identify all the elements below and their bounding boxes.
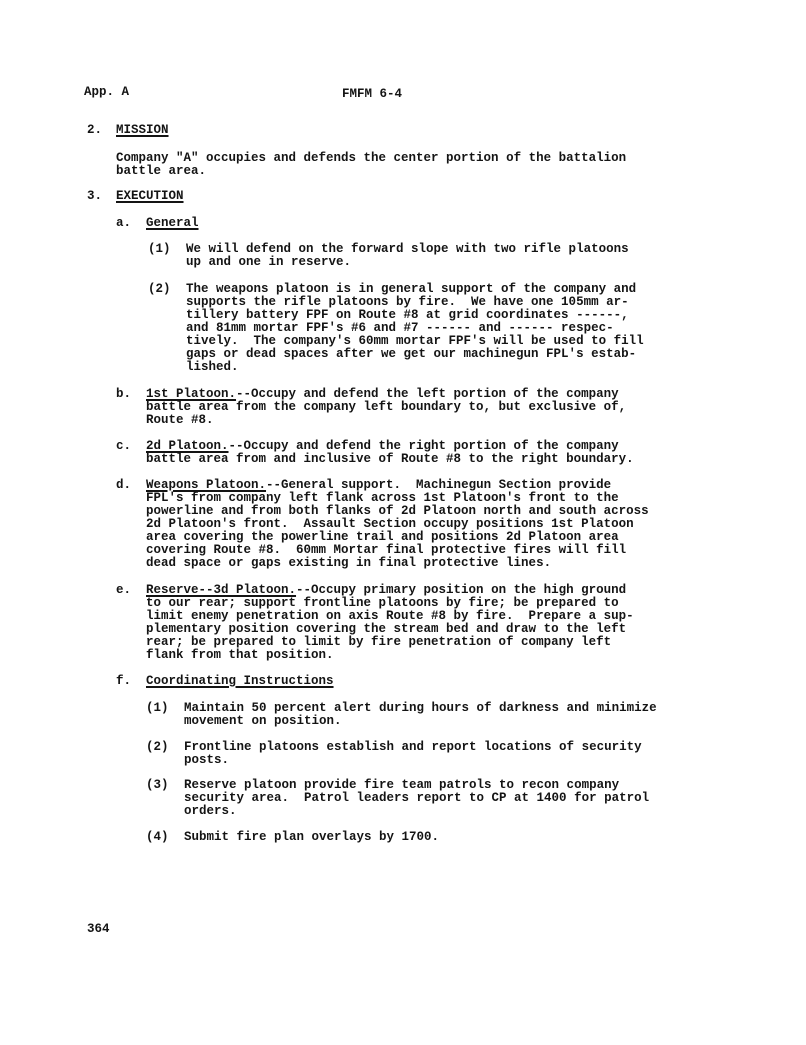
mission-number: 2. [87,123,103,137]
section-b-heading: 1st Platoon. [146,387,237,401]
item-line: up and one in reserve. [186,255,352,269]
section-d-line: FPL's from company left flank across 1st Platoon's front to the [146,491,619,505]
section-c-heading: 2d Platoon. [146,439,229,453]
section-d-line: 2d Platoon's front. Assault Section occupy positions 1st Platoon [146,517,634,531]
section-d-letter: d. [116,478,132,492]
section-e-line: plementary position covering the stream bed and draw to the left [146,622,627,636]
item-line: gaps or dead spaces after we get our machinegun FPL's estab- [186,347,637,361]
execution-heading: EXECUTION [116,189,184,203]
page-number: 364 [87,922,110,936]
item-line: posts. [184,753,230,767]
item-line: tillery battery FPF on Route #8 at grid coordinates ------, [186,308,629,322]
item-line: and 81mm mortar FPF's #6 and #7 ------ and ------ respec- [186,321,614,335]
section-e-heading: Reserve--3d Platoon. [146,583,297,597]
item-number: (2) [146,740,169,754]
section-a-heading: General [146,216,199,230]
item-line: supports the rifle platoons by fire. We have one 105mm ar- [186,295,629,309]
section-d-line: covering Route #8. 60mm Mortar final protective fires will fill [146,543,627,557]
section-f-letter: f. [116,674,132,688]
item-line: security area. Patrol leaders report to CP at 1400 for patrol [184,791,650,805]
mission-line: Company "A" occupies and defends the center portion of the battalion [116,151,627,165]
item-line: Maintain 50 percent alert during hours of darkness and minimize [184,701,657,715]
section-e-line1-rest: --Occupy primary position on the high ground [296,583,627,597]
section-c-line: battle area from and inclusive of Route #8 to the right boundary. [146,452,634,466]
item-line: tively. The company's 60mm mortar FPF's will be used to fill [186,334,644,348]
item-line: orders. [184,804,237,818]
section-c-line1-rest: --Occupy and defend the right portion of the company [228,439,619,453]
header-left: App. A [84,85,130,99]
section-c-letter: c. [116,439,132,453]
item-line: Submit fire plan overlays by 1700. [184,830,440,844]
section-b-line1-rest: --Occupy and defend the left portion of the company [236,387,619,401]
item-line: We will defend on the forward slope with two rifle platoons [186,242,629,256]
section-e-line: flank from that position. [146,648,334,662]
section-d-line1-rest: --General support. Machinegun Section provide [266,478,612,492]
execution-number: 3. [87,189,103,203]
item-line: lished. [186,360,239,374]
header-center: FMFM 6-4 [342,87,403,101]
section-b-letter: b. [116,387,132,401]
item-line: The weapons platoon is in general support of the company and [186,282,637,296]
item-number: (4) [146,830,169,844]
section-e-line: limit enemy penetration on axis Route #8 by fire. Prepare a sup- [146,609,634,623]
section-e-letter: e. [116,583,132,597]
item-line: Reserve platoon provide fire team patrols to recon company [184,778,620,792]
item-number: (1) [146,701,169,715]
item-number: (3) [146,778,169,792]
item-line: movement on position. [184,714,342,728]
item-number: (1) [148,242,171,256]
item-line: Frontline platoons establish and report locations of security [184,740,642,754]
mission-heading: MISSION [116,123,169,137]
section-e-line: rear; be prepared to limit by fire penetration of company left [146,635,612,649]
item-number: (2) [148,282,171,296]
section-d-line: area covering the powerline trail and positions 2d Platoon area [146,530,619,544]
section-f-heading: Coordinating Instructions [146,674,334,688]
section-b-line: Route #8. [146,413,214,427]
mission-line: battle area. [116,164,207,178]
section-a-letter: a. [116,216,132,230]
section-e-line: to our rear; support frontline platoons by fire; be prepared to [146,596,619,610]
section-b-line: battle area from the company left boundary to, but exclusive of, [146,400,627,414]
section-d-line: powerline and from both flanks of 2d Platoon north and south across [146,504,649,518]
section-d-heading: Weapons Platoon. [146,478,267,492]
section-d-line: dead space or gaps existing in final protective lines. [146,556,552,570]
